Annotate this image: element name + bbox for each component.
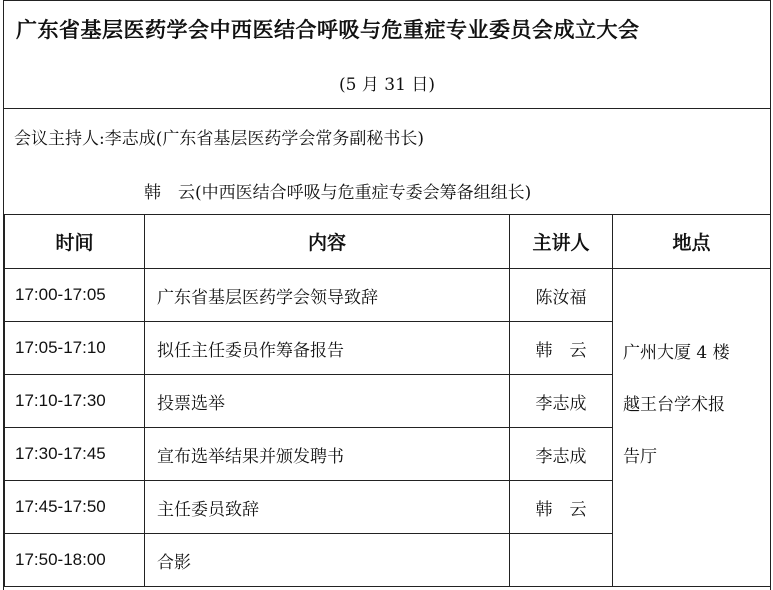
row-time: 17:00-17:05	[5, 269, 145, 322]
document-title: 广东省基层医药学会中西医结合呼吸与危重症专业委员会成立大会	[16, 17, 640, 42]
row-content: 主任委员致辞	[145, 481, 510, 534]
row-time: 17:30-17:45	[5, 428, 145, 481]
row-content: 宣布选举结果并颁发聘书	[145, 428, 510, 481]
host-line-primary: 会议主持人:李志成(广东省基层医药学会常务副秘书长)	[14, 129, 424, 149]
header-content: 内容	[145, 215, 510, 269]
header-location: 地点	[613, 215, 771, 269]
row-speaker: 李志成	[510, 428, 613, 481]
header-time: 时间	[5, 215, 145, 269]
header-speaker: 主讲人	[510, 215, 613, 269]
meeting-date: (5 月 31 日)	[339, 75, 435, 95]
row-content: 广东省基层医药学会领导致辞	[145, 269, 510, 322]
schedule-table	[4, 214, 771, 587]
row-time: 17:10-17:30	[5, 375, 145, 428]
location-line: 告厅	[623, 447, 657, 467]
row-speaker: 陈汝福	[510, 269, 613, 322]
location-line: 越王台学术报	[623, 395, 725, 415]
row-content: 投票选举	[145, 375, 510, 428]
table-row	[5, 269, 771, 322]
host-line-secondary: 韩 云(中西医结合呼吸与危重症专委会筹备组组长)	[144, 183, 532, 203]
row-speaker: 李志成	[510, 375, 613, 428]
meeting-agenda-document	[3, 0, 771, 590]
row-time: 17:05-17:10	[5, 322, 145, 375]
row-speaker: 韩 云	[510, 481, 613, 534]
location-line: 广州大厦 4 楼	[623, 343, 730, 363]
row-speaker	[510, 534, 613, 587]
row-content: 合影	[145, 534, 510, 587]
divider	[4, 108, 770, 109]
table-header-row	[5, 215, 771, 269]
row-time: 17:50-18:00	[5, 534, 145, 587]
location-cell	[613, 269, 771, 587]
row-content: 拟任主任委员作筹备报告	[145, 322, 510, 375]
top-border	[4, 0, 770, 1]
row-time: 17:45-17:50	[5, 481, 145, 534]
row-speaker: 韩 云	[510, 322, 613, 375]
